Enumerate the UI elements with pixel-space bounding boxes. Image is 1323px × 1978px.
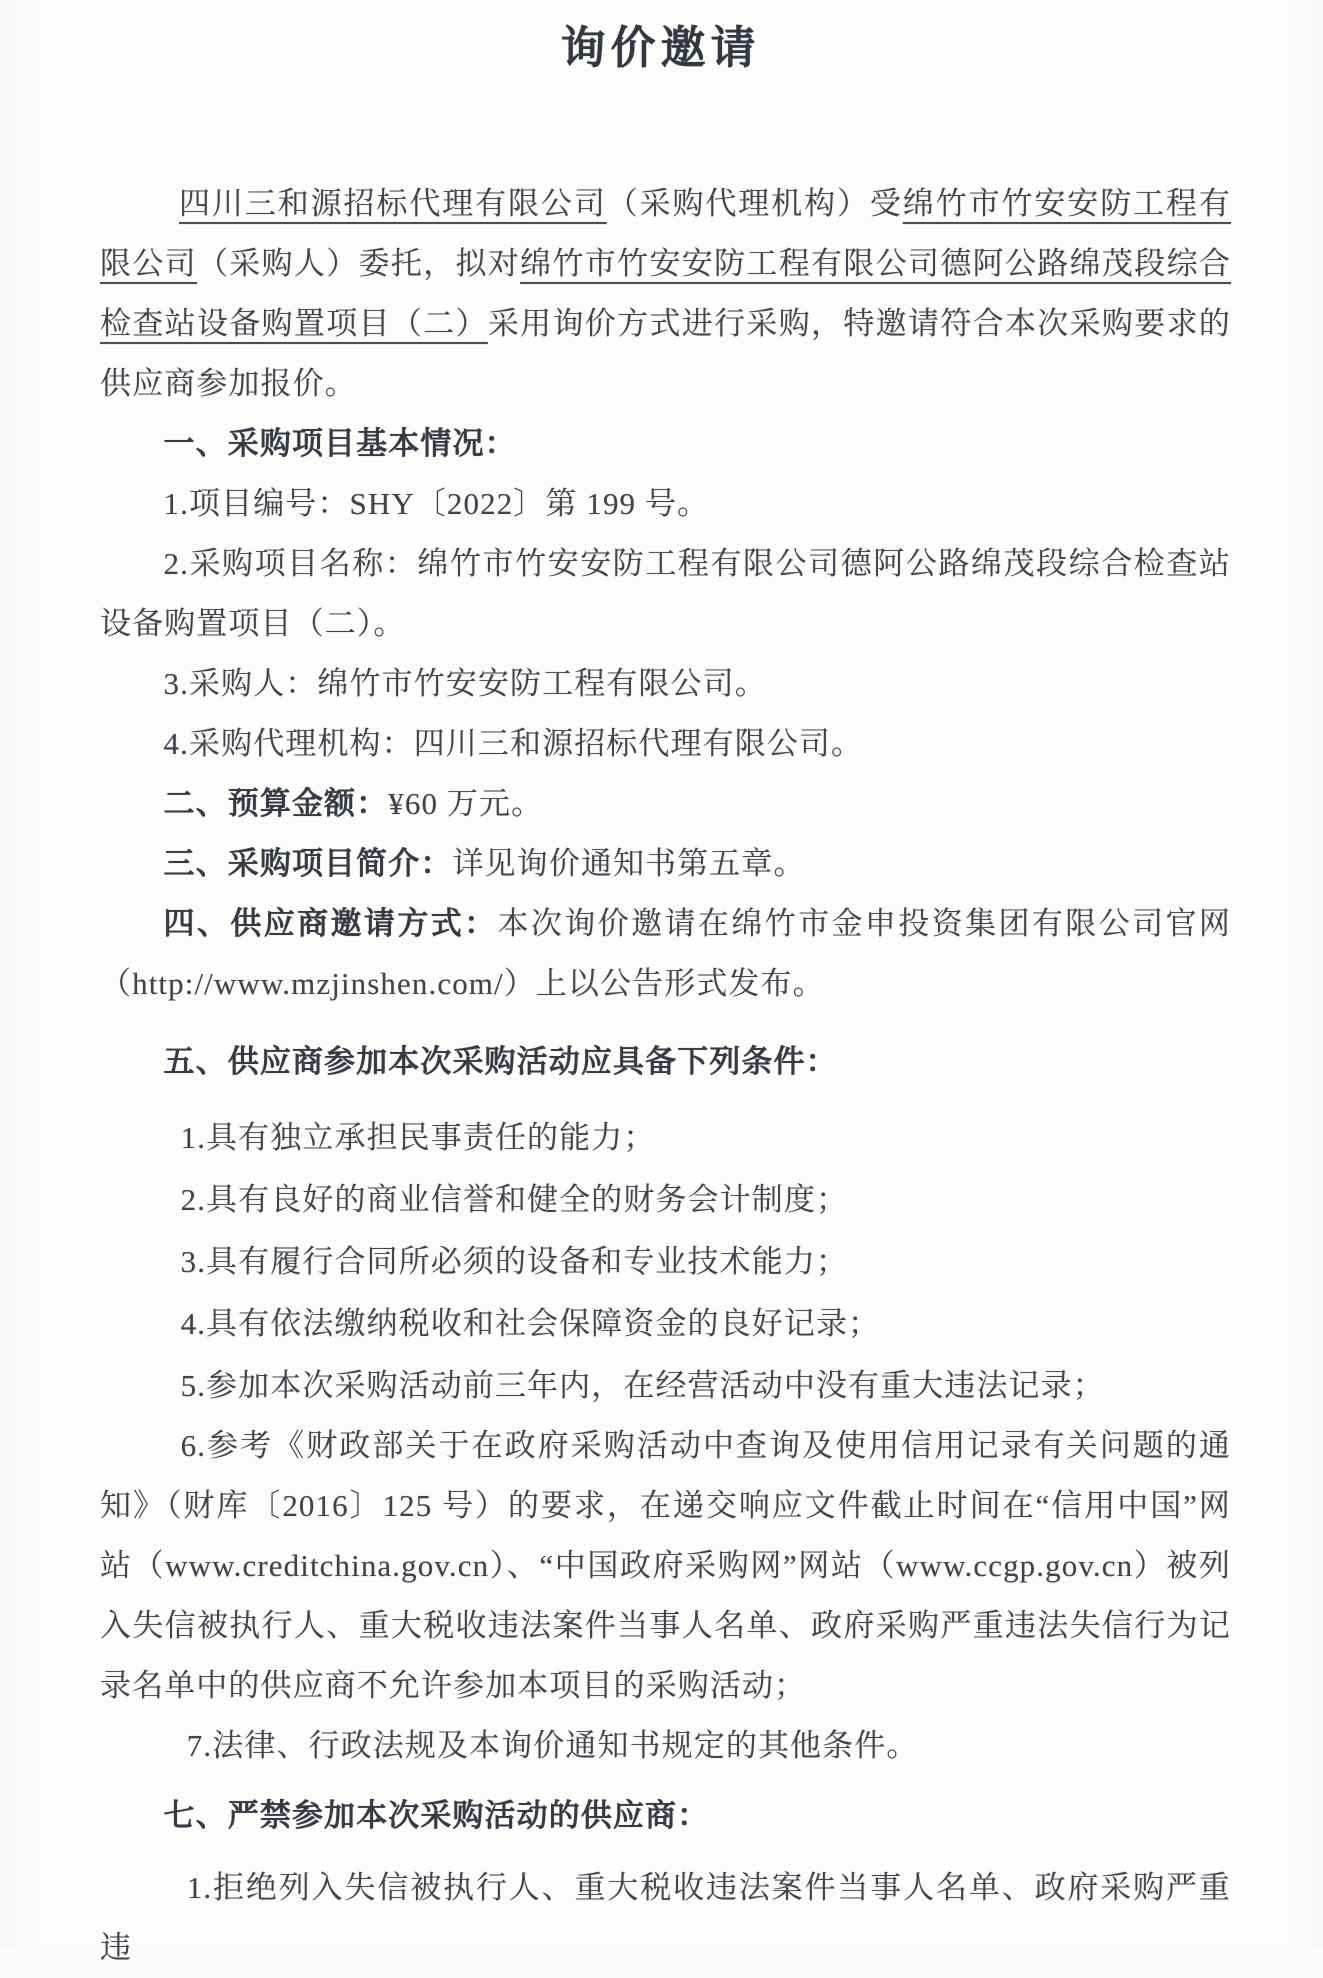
section-1-item-project-name: 2.采购项目名称：绵竹市竹安安防工程有限公司德阿公路绵茂段综合检查站设备购置项目（二）。 [100,546,1231,641]
purchaser-name-underlined: 绵竹市竹安安防工程有限公司 [100,186,1231,281]
section-3-brief [100,834,1231,894]
project-name-underlined: 绵竹市竹安安防工程有限公司德阿公路绵茂段综合检查站设备购置项目（二） [100,246,1231,341]
section-5-item-2: 2.具有良好的商业信誉和健全的财务会计制度； [180,1182,849,1217]
section-5-item-6: 6.参考《财政部关于在政府采购活动中查询及使用信用记录有关问题的通知》（财库〔2016〕125 号）的要求，在递交响应文件截止时间在“信用中国”网站（www.creditchina.gov.cn）、“中国政府采购网”网站（www.ccgp.gov.cn）被列入失信被执行人、重大税收违法案件当事人名单、政府采购严重违法失信行为记录名单中的供应商不允许参加本项目的采购活动； [100,1428,1231,1703]
intro-run: （采购代理机构）受 [606,186,903,221]
intro-run: 采用询价方式进行采购，特邀请符合本次采购要求的供应商参加报价。 [100,306,1231,401]
section-7-item-1: 1.拒绝列入失信被执行人、重大税收违法案件当事人名单、政府采购严重违 [100,1870,1231,1965]
section-3-heading: 三、采购项目简介： [163,846,453,881]
section-5-item-4: 4.具有依法缴纳税收和社会保障资金的良好记录； [180,1306,881,1341]
section-1-item-project-number: 1.项目编号：SHY〔2022〕第 199 号。 [163,486,710,521]
intro-run: （采购人）委托，拟对 [196,246,521,281]
section-4-value: 本次询价邀请在绵竹市金申投资集团有限公司官网（http://www.mzjinshen.com/）上以公告形式发布。 [100,906,1231,1001]
section-2-budget [100,774,1231,834]
document-title: 询价邀请 [560,23,761,73]
section-5-item-3: 3.具有履行合同所必须的设备和专业技术能力； [180,1244,849,1279]
section-2-value: ¥60 万元。 [388,786,544,821]
section-1-heading: 一、采购项目基本情况： [163,426,517,461]
section-5-item-1: 1.具有独立承担民事责任的能力； [180,1120,656,1155]
section-1-item-agency: 4.采购代理机构：四川三和源招标代理有限公司。 [163,726,864,761]
section-5-item-5: 5.参加本次采购活动前三年内，在经营活动中没有重大违法记录； [180,1368,1105,1403]
section-4-invitation-method [100,894,1231,1014]
section-4-heading: 四、供应商邀请方式： [163,906,498,941]
agency-name-underlined: 四川三和源招标代理有限公司 [179,186,607,221]
section-7-heading: 七、严禁参加本次采购活动的供应商： [163,1798,710,1833]
intro-paragraph [100,174,1231,414]
section-5-item-7: 7.法律、行政法规及本询价通知书规定的其他条件。 [186,1728,919,1763]
section-2-heading: 二、预算金额： [163,786,389,821]
section-1-item-purchaser: 3.采购人：绵竹市竹安安防工程有限公司。 [163,666,767,701]
section-3-value: 详见询价通知书第五章。 [452,846,806,881]
section-5-heading: 五、供应商参加本次采购活动应具备下列条件： [163,1044,838,1079]
